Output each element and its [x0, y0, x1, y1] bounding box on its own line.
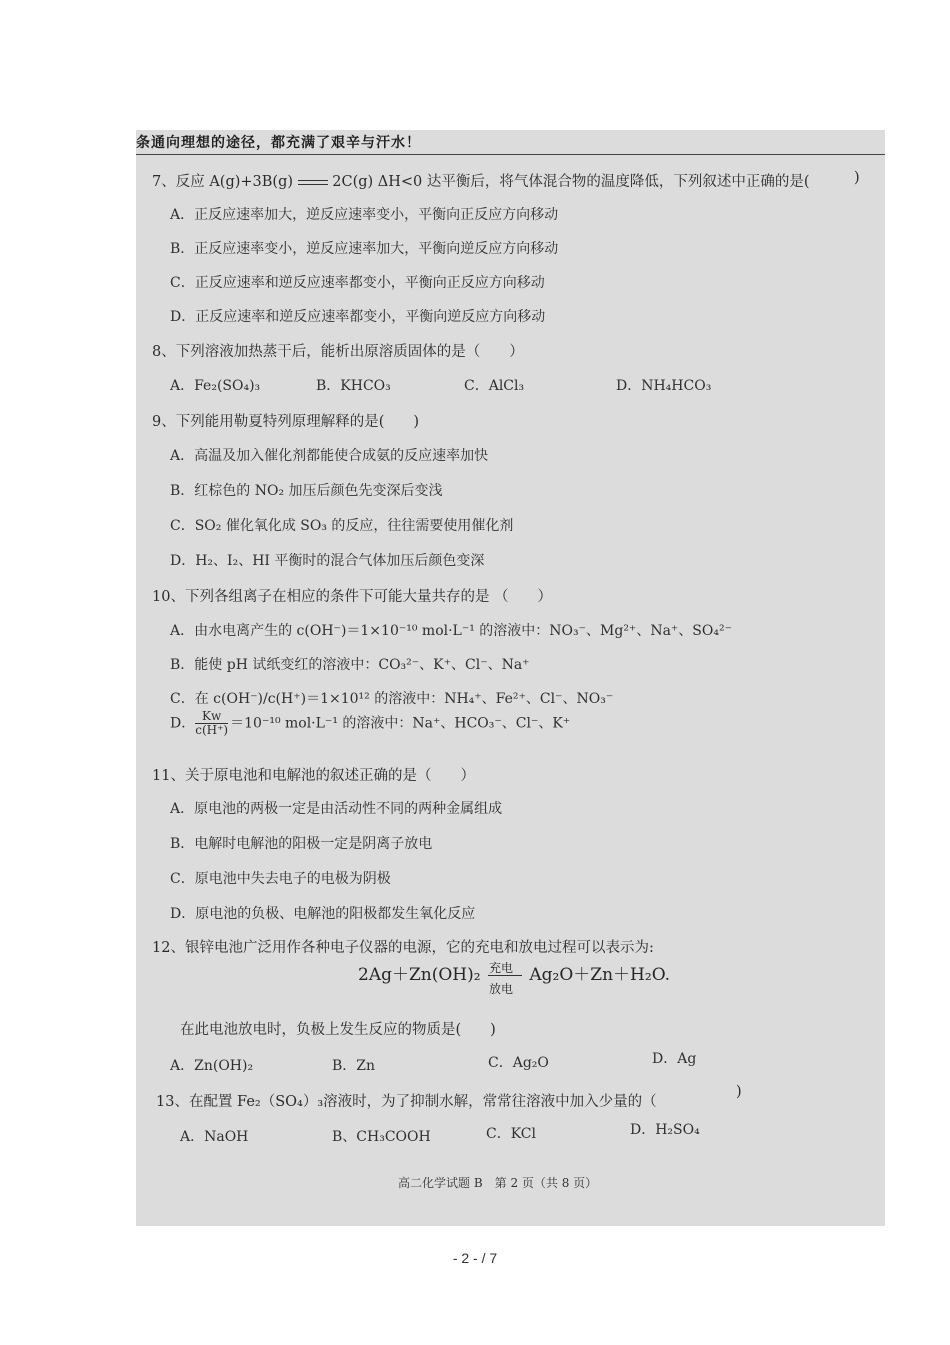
q8-option-c: C．AlCl₃ [464, 378, 525, 394]
q13-close-paren: ) [736, 1084, 742, 1100]
q10-option-d [170, 710, 570, 737]
equation-left: 2Ag＋Zn(OH)₂ [358, 965, 481, 985]
equilibrium-arrow-icon [298, 177, 328, 187]
q7-stem-post: 2C(g) ΔH<0 达平衡后，将气体混合物的温度降低，下列叙述中正确的是( [332, 174, 810, 190]
question-8-stem: 8、下列溶液加热蒸干后，能析出原溶质固体的是（ ） [152, 344, 524, 360]
q10-option-a: A．由水电离产生的 c(OH⁻)＝1×10⁻¹⁰ mol·L⁻¹ 的溶液中：NO₃⁻、Mg²⁺、Na⁺、SO₄²⁻ [170, 623, 732, 639]
q10-d-rest: ＝10⁻¹⁰ mol·L⁻¹ 的溶液中：Na⁺、HCO₃⁻、Cl⁻、K⁺ [230, 715, 571, 732]
q7-option-a: A．正反应速率加大，逆反应速率变小，平衡向正反应方向移动 [170, 207, 559, 223]
page-number: - 2 - / 7 [452, 1250, 498, 1266]
q9-option-a: A．高温及加入催化剂都能使合成氨的反应速率加快 [170, 448, 489, 464]
q10-d-label: D． [170, 715, 196, 732]
q12-option-a: A．Zn(OH)₂ [170, 1058, 254, 1074]
q12-option-d: D．Ag [652, 1051, 697, 1067]
q7-close-paren: ) [854, 170, 860, 186]
q7-stem-pre: 7、反应 A(g)+3B(g) [152, 174, 294, 190]
q10-option-b: B．能使 pH 试纸变红的溶液中：CO₃²⁻、K⁺、Cl⁻、Na⁺ [170, 657, 530, 673]
q7-option-d: D．正反应速率和逆反应速率都变小，平衡向逆反应方向移动 [170, 309, 546, 325]
equation-right: Ag₂O＋Zn＋H₂O. [529, 965, 671, 985]
kw-denominator: c(H⁺) [195, 723, 229, 737]
charge-label: 充电 [488, 960, 513, 975]
page-motto: 条通向理想的途径，都充满了艰辛与汗水！ [136, 135, 421, 151]
charge-discharge-arrow-icon [488, 960, 522, 996]
kw-numerator: Kw [195, 710, 228, 724]
q11-option-b: B．电解时电解池的阳极一定是阴离子放电 [170, 836, 433, 852]
battery-equation [358, 960, 671, 996]
q11-option-c: C．原电池中失去电子的电极为阴极 [170, 871, 391, 887]
q9-option-b: B．红棕色的 NO₂ 加压后颜色先变深后变浅 [170, 483, 443, 499]
q9-option-c: C．SO₂ 催化氧化成 SO₃ 的反应，往往需要使用催化剂 [170, 518, 514, 534]
q12-option-b: B．Zn [332, 1058, 376, 1074]
exam-footer: 高二化学试题 B 第 2 页（共 8 页） [398, 1176, 598, 1190]
q11-option-a: A．原电池的两极一定是由活动性不同的两种金属组成 [170, 801, 503, 817]
q13-option-d: D．H₂SO₄ [630, 1122, 700, 1138]
q13-option-a: A．NaOH [180, 1129, 249, 1145]
q7-option-b: B．正反应速率变小，逆反应速率加大，平衡向逆反应方向移动 [170, 241, 559, 257]
q8-option-a: A．Fe₂(SO₄)₃ [170, 378, 261, 394]
question-13-stem: 13、在配置 Fe₂（SO₄）₃溶液时，为了抑制水解，常常往溶液中加入少量的（ [156, 1094, 657, 1110]
header-rule [136, 154, 885, 155]
question-7-stem [152, 170, 810, 191]
q11-option-d: D．原电池的负极、电解池的阳极都发生氧化反应 [170, 906, 476, 922]
question-12-sub: 在此电池放电时，负极上发生反应的物质是( ) [180, 1022, 496, 1038]
question-12-stem: 12、银锌电池广泛用作各种电子仪器的电源，它的充电和放电过程可以表示为: [152, 940, 654, 956]
q13-option-c: C．KCl [486, 1126, 536, 1142]
q12-option-c: C．Ag₂O [488, 1055, 549, 1071]
q8-option-d: D．NH₄HCO₃ [616, 378, 712, 394]
q7-option-c: C．正反应速率和逆反应速率都变小，平衡向正反应方向移动 [170, 275, 545, 291]
q13-option-b: B、CH₃COOH [332, 1129, 431, 1145]
scanned-page [136, 130, 885, 1226]
q9-option-d: D．H₂、I₂、HI 平衡时的混合气体加压后颜色变深 [170, 553, 485, 569]
discharge-label: 放电 [488, 981, 513, 996]
question-10-stem: 10、下列各组离子在相应的条件下可能大量共存的是 （ ） [152, 589, 553, 605]
question-9-stem: 9、下列能用勒夏特列原理解释的是( ) [152, 414, 420, 430]
question-11-stem: 11、关于原电池和电解池的叙述正确的是（ ） [152, 768, 475, 784]
kw-fraction [195, 710, 228, 737]
q8-option-b: B．KHCO₃ [316, 378, 391, 394]
q10-option-c: C．在 c(OH⁻)/c(H⁺)＝1×10¹² 的溶液中：NH₄⁺、Fe²⁺、Cl⁻、NO₃⁻ [170, 691, 614, 707]
